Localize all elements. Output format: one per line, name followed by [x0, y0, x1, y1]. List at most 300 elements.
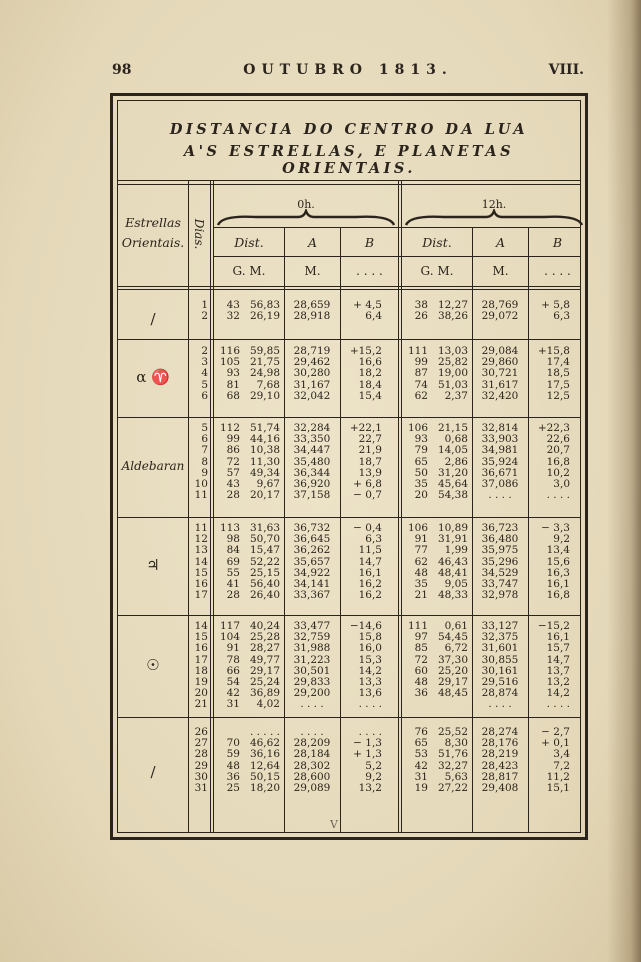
degrees-12h-cell: 31 — [414, 770, 428, 783]
column-rule — [528, 227, 529, 832]
a-12h-cell: 31,601 — [481, 642, 519, 655]
b-0h-cell: −14,6 — [349, 620, 382, 632]
minutes-0h-cell: 46,62 — [249, 737, 280, 750]
b-12h-cell: . . . . — [546, 489, 570, 502]
column-rule — [401, 181, 402, 832]
star-symbol: / — [150, 763, 156, 781]
dist-header-12h: Dist. — [422, 235, 452, 250]
day-cell: 4 — [201, 367, 208, 380]
minutes-12h-cell: 31,20 — [437, 466, 468, 479]
a-12h-cell: 29,084 — [481, 345, 519, 357]
degrees-12h-cell: 60 — [414, 664, 428, 677]
a-12h-cell: 31,617 — [481, 378, 519, 391]
b-0h-cell: +22,1 — [349, 422, 382, 434]
a-0h-cell: 31,167 — [293, 378, 331, 391]
minutes-0h-cell: . . . . . — [249, 726, 280, 738]
a-12h-cell: . . . . — [488, 698, 512, 711]
degrees-0h-cell: 66 — [226, 664, 240, 677]
a-0h-cell: 29,089 — [293, 782, 331, 794]
a-0h-cell: 30,501 — [293, 664, 331, 677]
a-0h-cell: 34,141 — [293, 578, 331, 590]
a-12h-cell: 28,874 — [481, 687, 519, 700]
b-0h-cell: 16,2 — [358, 589, 382, 602]
b-0h-cell: 9,2 — [365, 770, 382, 783]
a-0h-cell: 32,042 — [293, 389, 331, 402]
day-cell: 8 — [201, 455, 208, 468]
b-0h-cell: 16,6 — [358, 356, 382, 369]
minutes-12h-cell: 19,00 — [437, 367, 468, 380]
day-cell: 6 — [201, 389, 208, 402]
a-0h-cell: 32,759 — [293, 631, 331, 644]
a-12h-cell: 36,723 — [481, 522, 519, 534]
minutes-12h-cell: 5,63 — [444, 770, 468, 783]
a-12h-cell: 33,747 — [481, 578, 519, 590]
degrees-12h-cell: 76 — [414, 726, 428, 738]
a-12h-cell: 30,721 — [481, 367, 519, 380]
minutes-12h-cell: 38,26 — [437, 310, 468, 323]
minutes-12h-cell: 29,17 — [437, 676, 468, 688]
minutes-0h-cell: 31,63 — [249, 522, 280, 534]
minutes-12h-cell: 25,20 — [437, 664, 468, 677]
a-12h-cell: 36,480 — [481, 533, 519, 546]
b-0h-cell: . . . . — [358, 698, 382, 711]
day-cell: 11 — [194, 489, 208, 502]
a-0h-cell: . . . . — [300, 698, 324, 711]
degrees-0h-cell: 113 — [219, 522, 240, 534]
a-0h-cell: 34,922 — [293, 566, 331, 579]
a-0h-cell: 36,262 — [293, 544, 331, 557]
minutes-0h-cell: 20,17 — [249, 489, 280, 502]
degrees-12h-cell: 111 — [407, 620, 428, 632]
a-12h-cell: 37,086 — [481, 478, 519, 490]
a-12h-cell: 33,127 — [481, 620, 519, 632]
b-12h-cell: 10,2 — [546, 466, 570, 479]
a-0h-cell: 33,477 — [293, 620, 331, 632]
table-frame — [110, 93, 588, 840]
b-12h-cell: 13,2 — [546, 676, 570, 688]
dist-header-0h: Dist. — [234, 235, 264, 250]
b-0h-cell: 6,4 — [365, 310, 382, 323]
day-cell: 16 — [194, 642, 208, 655]
b-0h-cell: 18,7 — [358, 455, 382, 468]
a-0h-cell: 29,833 — [293, 676, 331, 688]
minutes-12h-cell: 13,03 — [437, 345, 468, 357]
minutes-12h-cell: 48,41 — [437, 566, 468, 579]
b-0h-cell: 16,0 — [358, 642, 382, 655]
degrees-12h-cell: 21 — [414, 589, 428, 602]
degrees-12h-cell: 77 — [414, 544, 428, 557]
minutes-12h-cell: 48,33 — [437, 589, 468, 602]
b-0h-cell: 13,9 — [358, 466, 382, 479]
b-12h-cell: − 3,3 — [541, 522, 570, 534]
minutes-0h-cell: 25,28 — [249, 631, 280, 644]
brace-0h — [216, 209, 396, 227]
a-12h-cell: 32,978 — [481, 589, 519, 602]
b-header-0h: B — [364, 235, 375, 250]
a-0h-cell: 34,447 — [293, 444, 331, 457]
hour-0-header: 0h. — [297, 198, 315, 211]
degrees-0h-cell: 72 — [226, 455, 240, 468]
a-0h-cell: 36,344 — [293, 466, 331, 479]
table-inner-frame — [117, 100, 581, 833]
degrees-12h-cell: 79 — [414, 444, 428, 457]
day-cell: 7 — [201, 444, 208, 457]
a-0h-cell: 37,158 — [293, 489, 331, 502]
degrees-12h-cell: 111 — [407, 345, 428, 357]
a-0h-cell: 31,988 — [293, 642, 331, 655]
degrees-12h-cell: 35 — [414, 478, 428, 490]
day-cell: 5 — [201, 422, 208, 434]
minutes-12h-cell: 21,15 — [437, 422, 468, 434]
b-0h-cell: 13,3 — [358, 676, 382, 688]
degrees-0h-cell: 69 — [226, 555, 240, 568]
minutes-0h-cell: 50,70 — [249, 533, 280, 546]
a-header-12h: A — [495, 235, 506, 250]
degrees-0h-cell: 116 — [219, 345, 240, 357]
a-12h-cell: 32,375 — [481, 631, 519, 644]
a-12h-cell: 29,408 — [481, 782, 519, 794]
minutes-0h-cell: 44,16 — [249, 433, 280, 446]
day-cell: 17 — [194, 589, 208, 602]
minutes-0h-cell: 25,15 — [249, 566, 280, 579]
a-0h-cell: 36,920 — [293, 478, 331, 490]
b-12h-cell: + 5,8 — [541, 299, 570, 311]
minutes-0h-cell: 7,68 — [256, 378, 280, 391]
days-column-header: Dias. — [192, 218, 206, 250]
day-cell: 13 — [194, 544, 208, 557]
b-12h-cell: − 2,7 — [541, 726, 570, 738]
minutes-0h-cell: 11,30 — [249, 455, 280, 468]
day-cell: 9 — [201, 466, 208, 479]
minutes-0h-cell: 24,98 — [249, 367, 280, 380]
minutes-12h-cell: 32,27 — [437, 759, 468, 772]
minutes-0h-cell: 18,20 — [249, 782, 280, 794]
minutes-0h-cell: 9,67 — [256, 478, 280, 490]
minutes-12h-cell: 51,03 — [437, 378, 468, 391]
minutes-12h-cell: 9,05 — [444, 578, 468, 590]
degrees-12h-cell: 48 — [414, 566, 428, 579]
a-12h-cell: 32,420 — [481, 389, 519, 402]
minutes-0h-cell: 40,24 — [249, 620, 280, 632]
b-12h-cell: 11,2 — [546, 770, 570, 783]
star-name: Aldebaran — [121, 459, 185, 473]
a-0h-cell: 36,732 — [293, 522, 331, 534]
degrees-0h-cell: 59 — [226, 748, 240, 761]
day-cell: 17 — [194, 653, 208, 666]
b-0h-cell: − 1,3 — [353, 737, 382, 750]
day-cell: 2 — [201, 310, 208, 323]
brace-12h — [404, 209, 584, 227]
day-cell: 19 — [194, 676, 208, 688]
column-rule — [213, 181, 214, 832]
day-cell: 12 — [194, 533, 208, 546]
degrees-0h-cell: 28 — [226, 489, 240, 502]
b-12h-cell: 7,2 — [553, 759, 570, 772]
day-cell: 2 — [201, 345, 208, 357]
minutes-12h-cell: 54,38 — [437, 489, 468, 502]
degrees-0h-cell: 41 — [226, 578, 240, 590]
minutes-12h-cell: 54,45 — [437, 631, 468, 644]
b-0h-cell: 13,6 — [358, 687, 382, 700]
degrees-12h-cell: 48 — [414, 676, 428, 688]
b-0h-cell: 6,3 — [365, 533, 382, 546]
degrees-0h-cell: 86 — [226, 444, 240, 457]
minutes-0h-cell: 49,77 — [249, 653, 280, 666]
b-0h-cell: 18,2 — [358, 367, 382, 380]
degrees-12h-cell: 53 — [414, 748, 428, 761]
degrees-0h-cell: 81 — [226, 378, 240, 391]
degrees-0h-cell: 32 — [226, 310, 240, 323]
degrees-12h-cell: 106 — [407, 422, 428, 434]
b-0h-cell: 14,7 — [358, 555, 382, 568]
a-0h-cell: 28,302 — [293, 759, 331, 772]
day-cell: 21 — [194, 698, 208, 711]
degrees-12h-cell: 38 — [414, 299, 428, 311]
degrees-0h-cell: 70 — [226, 737, 240, 750]
b-0h-cell: 18,4 — [358, 378, 382, 391]
b-0h-cell: 21,9 — [358, 444, 382, 457]
minutes-12h-cell: 25,52 — [437, 726, 468, 738]
day-cell: 20 — [194, 687, 208, 700]
b-12h-cell: 9,2 — [553, 533, 570, 546]
degrees-0h-cell: 43 — [226, 478, 240, 490]
minutes-0h-cell: 21,75 — [249, 356, 280, 369]
a-0h-cell: 36,645 — [293, 533, 331, 546]
minutes-12h-cell: 48,45 — [437, 687, 468, 700]
degrees-12h-cell: 99 — [414, 356, 428, 369]
b-0h-cell: 13,2 — [358, 782, 382, 794]
degrees-12h-cell: 65 — [414, 455, 428, 468]
a-0h-cell: 29,200 — [293, 687, 331, 700]
degrees-0h-cell: 99 — [226, 433, 240, 446]
degrees-0h-cell: 55 — [226, 566, 240, 579]
minutes-12h-cell: 37,30 — [437, 653, 468, 666]
minutes-0h-cell: 29,10 — [249, 389, 280, 402]
day-cell: 30 — [194, 770, 208, 783]
degrees-0h-cell: 91 — [226, 642, 240, 655]
b-12h-cell: 3,4 — [553, 748, 570, 761]
a-0h-cell: 33,350 — [293, 433, 331, 446]
b-12h-cell: 15,1 — [546, 782, 570, 794]
degrees-12h-cell: 42 — [414, 759, 428, 772]
minutes-0h-cell: 28,27 — [249, 642, 280, 655]
a-12h-cell: 28,274 — [481, 726, 519, 738]
degrees-12h-cell: 74 — [414, 378, 428, 391]
sheet-number: VIII. — [548, 62, 584, 78]
a-0h-cell: 33,367 — [293, 589, 331, 602]
a-0h-cell: 28,184 — [293, 748, 331, 761]
degrees-12h-cell: 35 — [414, 578, 428, 590]
degrees-12h-cell: 72 — [414, 653, 428, 666]
table-title-line2: A'S ESTRELLAS, E PLANETAS ORIENTAIS. — [183, 143, 515, 177]
day-cell: 31 — [194, 782, 208, 794]
a-12h-cell: 28,219 — [481, 748, 519, 761]
a-12h-cell: 30,855 — [481, 653, 519, 666]
minutes-12h-cell: 51,76 — [437, 748, 468, 761]
day-cell: 10 — [194, 478, 208, 490]
minutes-12h-cell: 25,82 — [437, 356, 468, 369]
star-symbol: / — [150, 310, 156, 328]
a-12h-cell: 28,769 — [481, 299, 519, 311]
star-symbol: ☉ — [146, 656, 160, 674]
minutes-0h-cell: 36,89 — [249, 687, 280, 700]
a-0h-cell: 28,600 — [293, 770, 331, 783]
day-cell: 3 — [201, 356, 208, 369]
hour-12-header: 12h. — [481, 198, 507, 211]
day-cell: 28 — [194, 748, 208, 761]
b-12h-cell: 16,8 — [546, 589, 570, 602]
gm-units-12h: G. M. — [420, 264, 454, 278]
degrees-0h-cell: 98 — [226, 533, 240, 546]
minutes-0h-cell: 26,19 — [249, 310, 280, 323]
degrees-12h-cell: 91 — [414, 533, 428, 546]
minutes-0h-cell: 50,15 — [249, 770, 280, 783]
a-12h-cell: 35,924 — [481, 455, 519, 468]
minutes-12h-cell: 45,64 — [437, 478, 468, 490]
b-12h-cell: 16,3 — [546, 566, 570, 579]
degrees-0h-cell: 25 — [226, 782, 240, 794]
day-cell: 1 — [201, 299, 208, 311]
degrees-0h-cell: 42 — [226, 687, 240, 700]
degrees-0h-cell: 48 — [226, 759, 240, 772]
b-12h-cell: + 0,1 — [541, 737, 570, 750]
b-12h-cell: 16,1 — [546, 578, 570, 590]
a-12h-cell: 32,814 — [481, 422, 519, 434]
minutes-12h-cell: 2,86 — [444, 455, 468, 468]
a-12h-cell: 36,671 — [481, 466, 519, 479]
degrees-0h-cell: 78 — [226, 653, 240, 666]
b-12h-cell: 13,7 — [546, 664, 570, 677]
minutes-0h-cell: 56,40 — [249, 578, 280, 590]
a-0h-cell: 28,918 — [293, 310, 331, 323]
a-12h-cell: 29,072 — [481, 310, 519, 323]
a-12h-cell: 28,423 — [481, 759, 519, 772]
page-number: 98 — [112, 62, 132, 78]
b-0h-cell: 14,2 — [358, 664, 382, 677]
minutes-0h-cell: 26,40 — [249, 589, 280, 602]
a-12h-cell: 35,975 — [481, 544, 519, 557]
b-0h-cell: 15,8 — [358, 631, 382, 644]
degrees-0h-cell: 68 — [226, 389, 240, 402]
b-12h-cell: . . . . — [546, 698, 570, 711]
minutes-12h-cell: 10,89 — [437, 522, 468, 534]
minutes-0h-cell: 12,64 — [249, 759, 280, 772]
minutes-0h-cell: 51,74 — [249, 422, 280, 434]
minutes-0h-cell: 29,17 — [249, 664, 280, 677]
b-12h-cell: +22,3 — [537, 422, 570, 434]
b-12h-cell: 22,6 — [546, 433, 570, 446]
degrees-0h-cell: 117 — [219, 620, 240, 632]
minutes-0h-cell: 49,34 — [249, 466, 280, 479]
m-units-12h: M. — [492, 264, 509, 278]
minutes-12h-cell: 2,37 — [444, 389, 468, 402]
b-0h-cell: − 0,7 — [353, 489, 382, 502]
b-12h-cell: 17,4 — [546, 356, 570, 369]
b-units-0h: . . . . — [356, 264, 383, 278]
day-cell: 15 — [194, 631, 208, 644]
page-edge-shadow — [607, 0, 641, 962]
stars-column-header: Estrellas Orientais. — [121, 215, 185, 250]
degrees-12h-cell: 36 — [414, 687, 428, 700]
a-12h-cell: 35,296 — [481, 555, 519, 568]
degrees-12h-cell: 93 — [414, 433, 428, 446]
degrees-12h-cell: 87 — [414, 367, 428, 380]
units-rule — [214, 256, 580, 257]
minutes-12h-cell: 14,05 — [437, 444, 468, 457]
degrees-0h-cell: 43 — [226, 299, 240, 311]
a-12h-cell: 28,176 — [481, 737, 519, 750]
column-rule — [210, 181, 211, 832]
degrees-12h-cell: 85 — [414, 642, 428, 655]
minutes-0h-cell: 36,16 — [249, 748, 280, 761]
minutes-0h-cell: 56,83 — [249, 299, 280, 311]
degrees-0h-cell: 104 — [219, 631, 240, 644]
subheader-rule — [214, 227, 580, 228]
degrees-0h-cell: 84 — [226, 544, 240, 557]
degrees-12h-cell: 62 — [414, 555, 428, 568]
degrees-0h-cell: 105 — [219, 356, 240, 369]
minutes-12h-cell: 31,91 — [437, 533, 468, 546]
degrees-12h-cell: 20 — [414, 489, 428, 502]
b-header-12h: B — [552, 235, 563, 250]
a-0h-cell: 35,657 — [293, 555, 331, 568]
degrees-12h-cell: 65 — [414, 737, 428, 750]
degrees-12h-cell: 97 — [414, 631, 428, 644]
b-12h-cell: 13,4 — [546, 544, 570, 557]
b-0h-cell: 15,4 — [358, 389, 382, 402]
b-0h-cell: − 0,4 — [353, 522, 382, 534]
degrees-0h-cell: 31 — [226, 698, 240, 711]
page-heading-month: OUTUBRO 1813. — [243, 62, 453, 78]
a-12h-cell: 33,903 — [481, 433, 519, 446]
b-12h-cell: 6,3 — [553, 310, 570, 323]
minutes-12h-cell: 27,22 — [437, 782, 468, 794]
b-12h-cell: 17,5 — [546, 378, 570, 391]
minutes-0h-cell: 25,24 — [249, 676, 280, 688]
minutes-12h-cell: 0,68 — [444, 433, 468, 446]
minutes-12h-cell: 46,43 — [437, 555, 468, 568]
minutes-12h-cell: 6,72 — [444, 642, 468, 655]
degrees-12h-cell: 26 — [414, 310, 428, 323]
degrees-0h-cell: 54 — [226, 676, 240, 688]
degrees-0h-cell: 93 — [226, 367, 240, 380]
star-symbol: ♃ — [146, 556, 160, 574]
b-0h-cell: . . . . — [358, 726, 382, 738]
day-cell: 6 — [201, 433, 208, 446]
a-12h-cell: . . . . — [488, 489, 512, 502]
a-12h-cell: 29,516 — [481, 676, 519, 688]
column-rule — [340, 227, 341, 832]
footer-mark: V — [330, 818, 338, 831]
m-units-0h: M. — [304, 264, 321, 278]
b-12h-cell: 15,6 — [546, 555, 570, 568]
b-12h-cell: 15,7 — [546, 642, 570, 655]
minutes-12h-cell: 0,61 — [444, 620, 468, 632]
day-cell: 18 — [194, 664, 208, 677]
degrees-12h-cell: 106 — [407, 522, 428, 534]
a-12h-cell: 34,981 — [481, 444, 519, 457]
column-rule — [188, 181, 189, 832]
column-rule — [472, 227, 473, 832]
day-cell: 26 — [194, 726, 208, 738]
degrees-12h-cell: 62 — [414, 389, 428, 402]
b-12h-cell: +15,8 — [537, 345, 570, 357]
b-0h-cell: +15,2 — [349, 345, 382, 357]
a-0h-cell: 28,209 — [293, 737, 331, 750]
b-0h-cell: 11,5 — [358, 544, 382, 557]
day-cell: 14 — [194, 620, 208, 632]
minutes-12h-cell: 12,27 — [437, 299, 468, 311]
